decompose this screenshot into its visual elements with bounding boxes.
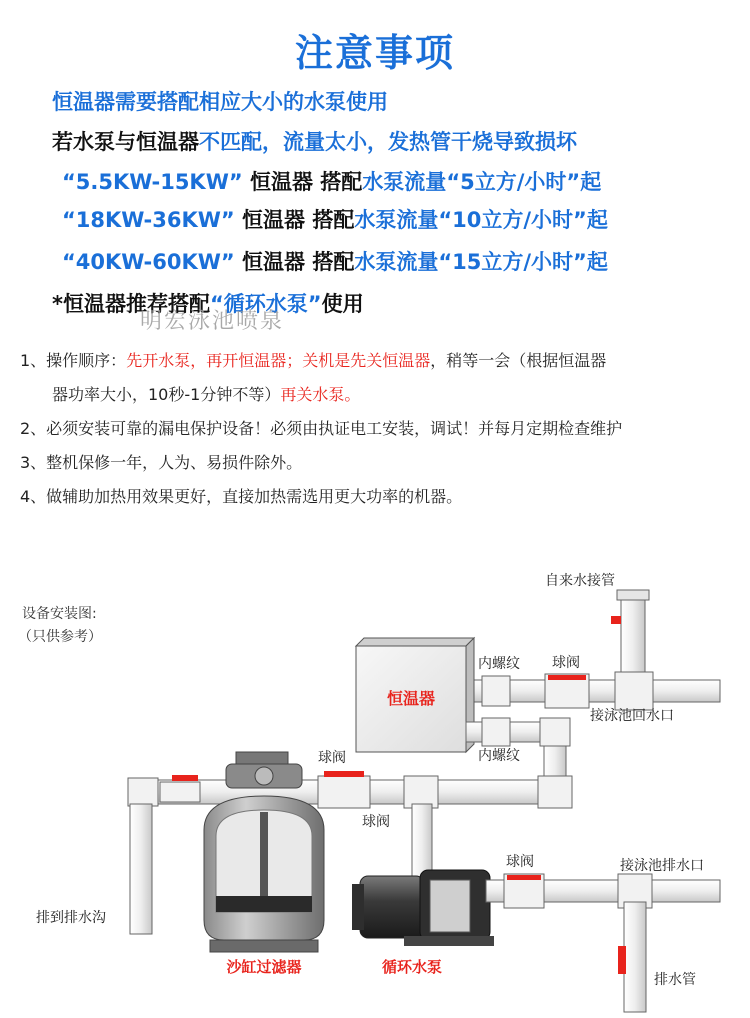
pairing-range: “5.5KW-15KW” (62, 170, 243, 194)
pairing-flow-label: 水泵流量 (362, 170, 447, 194)
valve-handle-left (172, 775, 198, 781)
tap-water-label: 自来水接管 (545, 573, 615, 589)
pairing-device: 恒温器 搭配 (242, 250, 355, 274)
note-1-red: 先开水泵，再开恒温器；关机是先关恒温器 (126, 351, 431, 370)
return-pipe (466, 672, 720, 710)
recommend-prefix: *恒温器推荐搭配 (52, 292, 210, 316)
ball-valve-handle (548, 675, 586, 680)
pairing-device: 恒温器 搭配 (250, 170, 363, 194)
drain-valve-handle (507, 875, 541, 880)
valve-handle-main (324, 771, 364, 777)
warning-prefix: 若水泵与恒温器 (52, 130, 199, 154)
note-1-line2-text: 器功率大小，10秒-1分钟不等） (52, 385, 281, 404)
note-2: 2、必须安装可靠的漏电保护设备！必须由执证电工安装，调试！并每月定期检查维护 (20, 419, 623, 438)
drain-pipe-valve-handle (618, 946, 626, 974)
pairing-device: 恒温器 搭配 (242, 208, 355, 232)
diagram-caption: 设备安装图: (22, 606, 97, 622)
intro-line: 恒温器需要搭配相应大小的水泵使用 (52, 90, 388, 114)
pairing-suffix: 起 (586, 208, 608, 232)
pairing-flow-label: 水泵流量 (354, 208, 439, 232)
ball-valve-label-4: 球阀 (506, 854, 534, 870)
pairing-range: “40KW-60KW” (62, 250, 235, 274)
watermark: 明宏泳池喷泉 (140, 309, 285, 334)
page-title: 注意事项 (294, 31, 455, 75)
ball-valve-label: 球阀 (552, 655, 580, 671)
install-diagram (0, 560, 750, 1018)
drain-pipe-label: 排水管 (654, 972, 696, 988)
pairing-row-1 (62, 166, 601, 196)
warning-line (52, 126, 577, 156)
sand-filter-label: 沙缸过滤器 (226, 958, 302, 976)
warning-highlight: 不匹配，流量太小，发热管干烧导致损坏 (199, 130, 577, 154)
pairing-suffix: 起 (580, 170, 602, 194)
pool-drain-label: 接泳池排水口 (620, 858, 704, 874)
pool-return-label: 接泳池回水口 (590, 708, 674, 724)
note-1-mid: ，稍等一会（根据恒温器 (430, 351, 607, 370)
pairing-row-3 (62, 246, 608, 276)
sewer-pipe (130, 804, 152, 934)
pool-drain-pipe (486, 874, 720, 1012)
to-sewer-label: 排到排水沟 (36, 910, 106, 926)
diagram-caption-note: （只供参考） (18, 629, 102, 645)
note-4: 4、做辅助加热用效果更好，直接加热需选用更大功率的机器。 (20, 487, 463, 506)
note-3: 3、整机保修一年，人为、易损件除外。 (20, 453, 303, 472)
note-1-red-2: 再关水泵。 (280, 385, 361, 404)
ball-valve-label-2: 球阀 (318, 750, 346, 766)
note-1-prefix: 1、操作顺序： (20, 351, 127, 370)
recommend-suffix: 使用 (321, 292, 364, 316)
circ-pump-label: 循环水泵 (381, 958, 443, 976)
note-1-line-2 (52, 382, 360, 405)
pairing-flow-label: 水泵流量 (354, 250, 439, 274)
inner-thread-label: 内螺纹 (478, 656, 520, 672)
pairing-flow: “10立方/小时” (438, 208, 587, 232)
pairing-row-2 (62, 204, 608, 234)
pairing-flow: “15立方/小时” (438, 250, 587, 274)
note-1-line-1 (20, 348, 606, 371)
pairing-suffix: 起 (586, 250, 608, 274)
tap-valve-handle (611, 616, 621, 624)
pairing-range: “18KW-36KW” (62, 208, 235, 232)
ball-valve-label-3: 球阀 (362, 814, 390, 830)
pairing-flow: “5立方/小时” (446, 170, 581, 194)
heater-label: 恒温器 (386, 689, 436, 708)
recommend-highlight: “循环水泵” (209, 292, 322, 316)
inner-thread-label-2: 内螺纹 (478, 748, 520, 764)
circulation-pump (352, 870, 494, 946)
